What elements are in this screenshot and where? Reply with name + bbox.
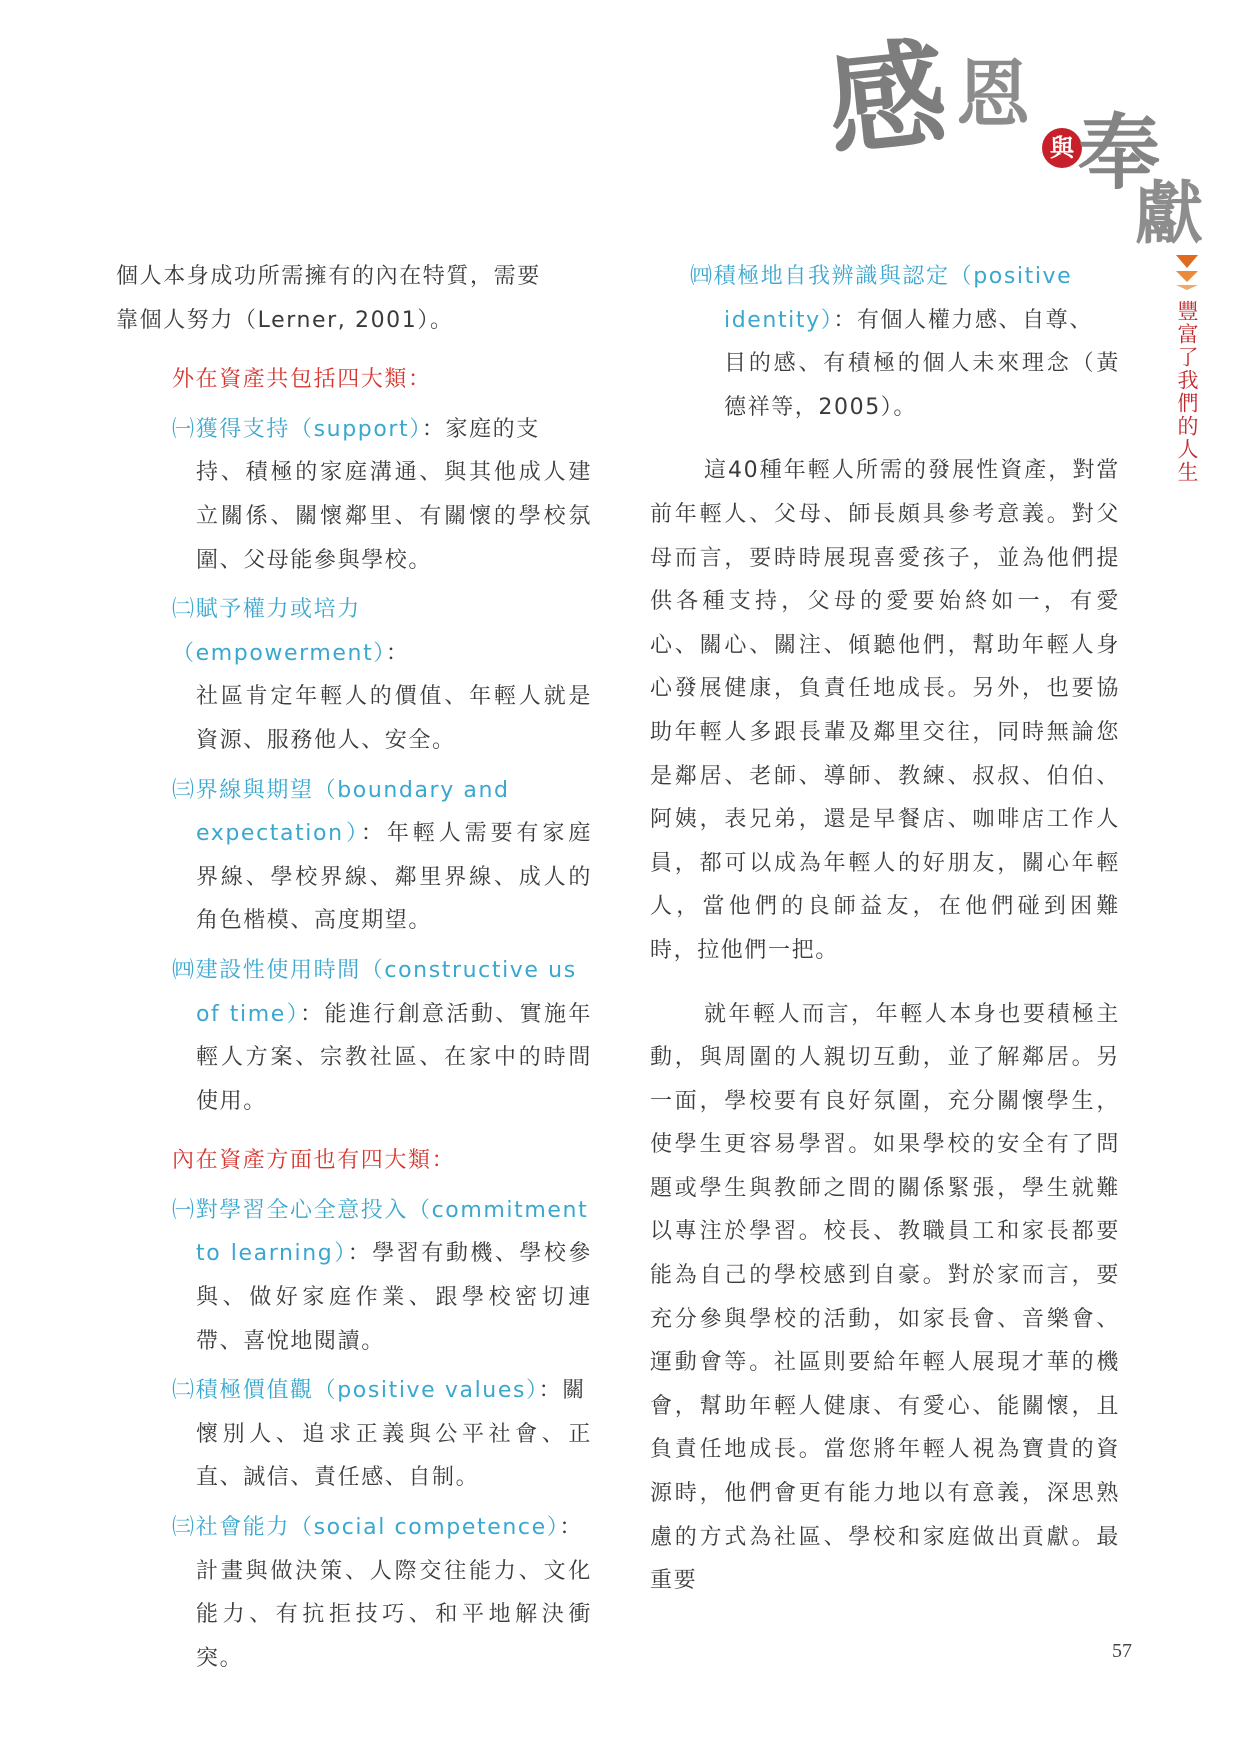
item-body-text: ：能進行創意活動、實施年輕人方案、宗教社區、在家中的時間使用。 [196, 1001, 593, 1114]
external-item-3-head: ㈢界線與期望（boundary and [172, 777, 510, 803]
title-char: 奉 [1078, 105, 1161, 201]
internal-item-2-body: 懷別人、追求正義與公平社會、正直、誠信、責任感、自制。 [196, 1421, 592, 1491]
external-item-1-head [116, 408, 592, 452]
external-item-1-body: 持、積極的家庭溝通、與其他成人建立關係、關懷鄰里、有關懷的學校氛圍、父母能參與學校。 [196, 460, 592, 573]
header-title [820, 20, 1220, 254]
external-item-3-body [116, 812, 592, 943]
external-item-2-head [116, 588, 592, 675]
item-title: ㈡賦予權力或培力（empowerment） [172, 597, 386, 666]
item-body-text: ：有個人權力感、自尊、 [833, 307, 1093, 333]
side-tab-label: 豐富了我們的人生 [1175, 300, 1199, 484]
item-body-text: ：年輕人需要有家庭界線、學校界線、鄰里界線、成人的角色楷模、高度期望。 [196, 821, 592, 934]
item-title-cont: identity） [724, 307, 834, 333]
item-tail: ：關 [538, 1378, 586, 1404]
internal-item-1-body [116, 1232, 592, 1363]
title-char: 恩 [956, 52, 1030, 138]
page-number: 57 [1112, 1640, 1132, 1662]
internal-item-1-head: ㈠對學習全心全意投入（commitment [172, 1197, 589, 1223]
side-tab [1172, 255, 1202, 484]
right-column [650, 255, 1120, 1603]
triangle-marker-icon [1176, 271, 1198, 282]
internal-assets-heading: 內在資產方面也有四大類： [172, 1148, 456, 1174]
internal-item-4-head: ㈣積極地自我辨識與認定（positive [690, 264, 1073, 289]
item-tail: ：家庭的支 [421, 416, 540, 442]
item-title-cont: to learning） [196, 1241, 348, 1267]
internal-item-2-head [116, 1369, 592, 1413]
internal-item-4-body-cont: 目的感、有積極的個人未來理念（黃德祥等，2005）。 [724, 351, 1120, 420]
external-item-4-body [116, 993, 592, 1124]
item-tail: ： [385, 640, 410, 666]
left-column [116, 255, 592, 1680]
external-item-4-head: ㈣建設性使用時間（constructive us [172, 957, 577, 983]
item-body-text: ：學習有動機、學校參與、做好家庭作業、跟學校密切連帶、喜悅地閱讀。 [196, 1241, 592, 1354]
title-seal: 與 [1042, 128, 1082, 168]
item-title-cont: of time） [196, 1001, 301, 1027]
external-item-2-body: 社區肯定年輕人的價值、年輕人就是資源、服務他人、安全。 [196, 684, 592, 753]
intro-line: 靠個人努力（Lerner, 2001）。 [116, 307, 454, 333]
external-assets-heading: 外在資產共包括四大類： [172, 367, 432, 393]
internal-item-3-head [116, 1506, 592, 1550]
item-title: ㈠獲得支持（support） [172, 416, 422, 442]
item-title: ㈡積極價值觀（positive values） [172, 1378, 539, 1404]
title-char: 獻 [1135, 174, 1204, 254]
triangle-marker-icon [1176, 285, 1198, 290]
body-paragraph: 就年輕人而言，年輕人本身也要積極主動，與周圍的人親切互動，並了解鄰居。另一面，學校要有良好氛圍，充分關懷學生，使學生更容易學習。如果學校的安全有了問題或學生與教師之間的關係緊張，學生就難以專注於學習。校長、教職員工和家長都要能為自己的學校感到自豪。對於家而言，要充分參與學校的活動，如家長會、音樂會、運動會等。社區則要給年輕人展現才華的機會，幫助年輕人健康、有愛心、能關懷，且負責任地成長。當您將年輕人視為寶貴的資源時，他們會更有能力地以有意義，深思熟慮的方式為社區、學校和家庭做出貢獻。最重要 [650, 1001, 1120, 1594]
item-tail: ： [559, 1515, 583, 1541]
body-paragraph: 這40種年輕人所需的發展性資產，對當前年輕人、父母、師長頗具參考意義。對父母而言，要時時展現喜愛孩子，並為他們提供各種支持，父母的愛要始終如一，有愛心、關心、關注、傾聽他們，幫助年輕人身心發展健康，負責任地成長。另外，也要協助年輕人多跟長輩及鄰里交往，同時無論您是鄰居、老師、導師、教練、叔叔、伯伯、阿姨，表兄弟，還是早餐店、咖啡店工作人員，都可以成為年輕人的好朋友，關心年輕人，當他們的良師益友，在他們碰到困難時，拉他們一把。 [650, 458, 1120, 963]
title-char: 感 [821, 23, 953, 174]
triangle-marker-icon [1176, 255, 1198, 268]
item-title: ㈢社會能力（social competence） [172, 1515, 560, 1541]
internal-item-4-body [650, 299, 1120, 343]
item-title-cont: expectation） [196, 821, 361, 847]
intro-line: 個人本身成功所需擁有的內在特質，需要 [116, 264, 541, 289]
internal-item-3-body: 計畫與做決策、人際交往能力、文化能力、有抗拒技巧、和平地解決衝突。 [196, 1558, 592, 1671]
